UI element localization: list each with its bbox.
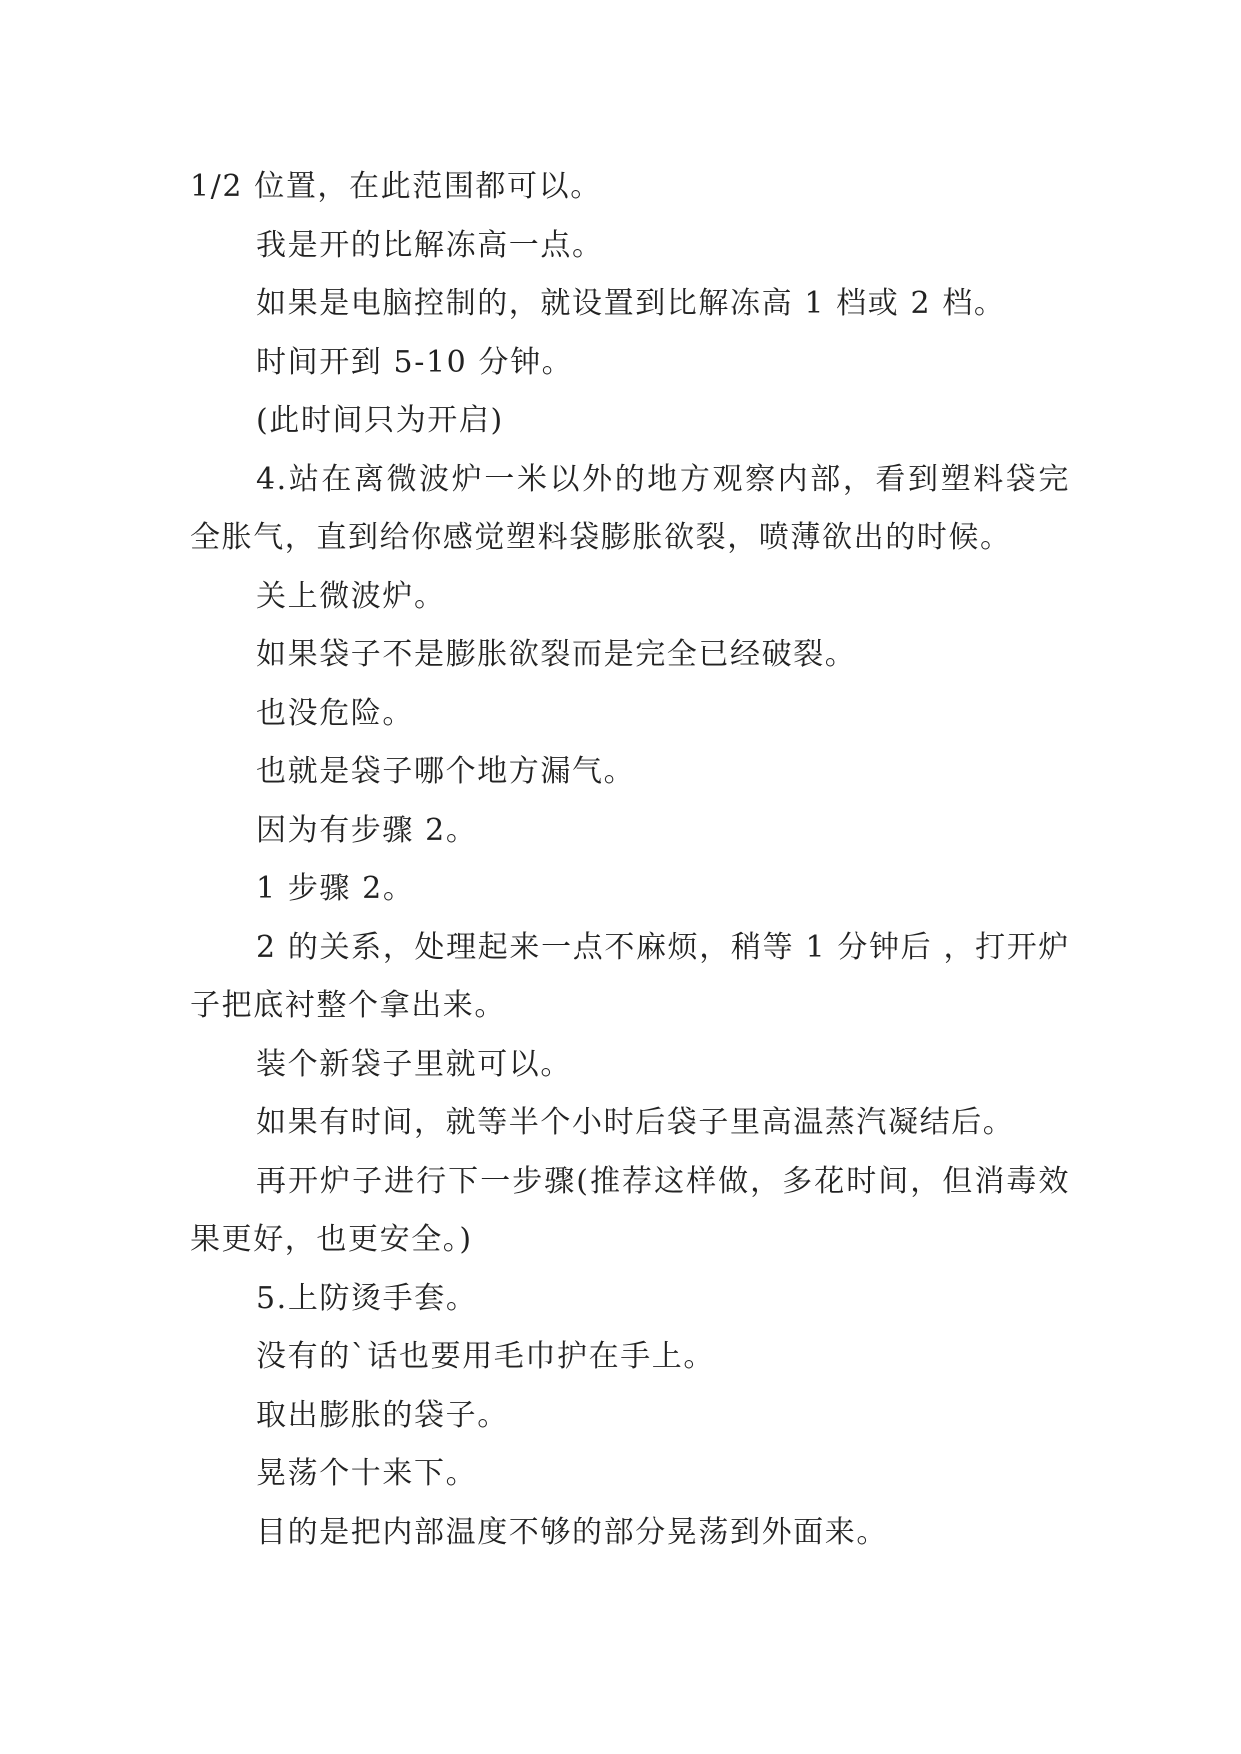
- paragraph: 4.站在离微波炉一米以外的地方观察内部，看到塑料袋完全胀气，直到给你感觉塑料袋膨胀欲裂，喷薄欲出的时候。: [190, 461, 1070, 555]
- paragraph: 1 步骤 2。: [256, 871, 415, 906]
- paragraph: 没有的`话也要用毛巾护在手上。: [256, 1339, 715, 1374]
- paragraph: 如果袋子不是膨胀欲裂而是完全已经破裂。: [256, 637, 857, 672]
- paragraph: 时间开到 5-10 分钟。: [256, 344, 574, 380]
- paragraph: 5.上防烫手套。: [256, 1280, 478, 1316]
- paragraph: 再开炉子进行下一步骤(推荐这样做，多花时间，但消毒效果更好，也更安全。): [190, 1163, 1070, 1257]
- paragraph: 关上微波炉。: [256, 578, 446, 614]
- document-body: [190, 158, 1070, 1562]
- paragraph: 1/2 位置，在此范围都可以。: [190, 169, 602, 204]
- paragraph: (此时间只为开启): [256, 403, 504, 438]
- paragraph: 目的是把内部温度不够的部分晃荡到外面来。: [256, 1514, 888, 1550]
- paragraph: 取出膨胀的袋子。: [256, 1397, 509, 1433]
- paragraph: 晃荡个十来下。: [256, 1456, 478, 1491]
- paragraph: 也就是袋子哪个地方漏气。: [256, 754, 636, 789]
- paragraph: 我是开的比解冻高一点。: [256, 227, 604, 263]
- paragraph: 如果是电脑控制的，就设置到比解冻高 1 档或 2 档。: [256, 286, 1006, 321]
- paragraph: 2 的关系，处理起来一点不麻烦，稍等 1 分钟后 ，打开炉子把底衬整个拿出来。: [190, 929, 1070, 1023]
- paragraph: 装个新袋子里就可以。: [256, 1046, 572, 1082]
- paragraph: 如果有时间，就等半个小时后袋子里高温蒸汽凝结后。: [256, 1105, 1015, 1140]
- paragraph: 也没危险。: [256, 695, 414, 731]
- paragraph: 因为有步骤 2。: [256, 812, 478, 848]
